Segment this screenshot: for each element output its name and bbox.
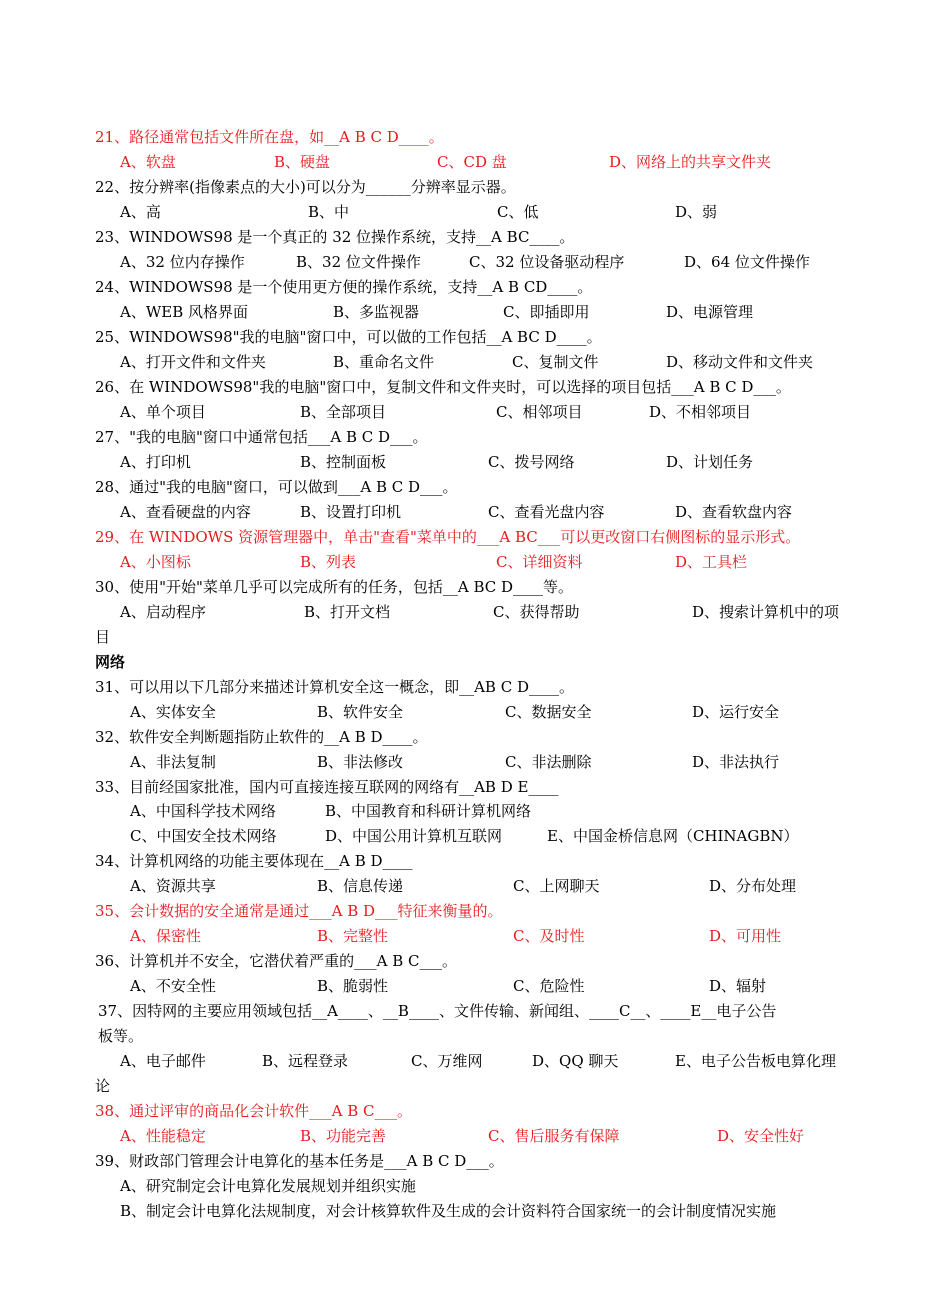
question-37-wrap: 板等。 (98, 1027, 144, 1045)
question-23: 23、WINDOWS98 是一个真正的 32 位操作系统，支持__A BC____。 (95, 228, 575, 246)
q31-option-c: C、数据安全 (505, 703, 592, 721)
q23-option-b: B、32 位文件操作 (296, 253, 421, 271)
q27-option-b: B、控制面板 (300, 453, 387, 471)
q30-option-c: C、获得帮助 (493, 603, 580, 621)
q26-option-d: D、不相邻项目 (649, 403, 752, 421)
q37-option-e-wrap: 论 (95, 1077, 111, 1095)
q30-option-a: A、启动程序 (120, 603, 206, 621)
q25-option-c: C、复制文件 (512, 353, 599, 371)
q26-option-c: C、相邻项目 (496, 403, 583, 421)
q38-option-d: D、安全性好 (717, 1127, 805, 1145)
question-38: 38、通过评审的商品化会计软件___A B C___。 (95, 1102, 412, 1120)
q36-option-a: A、不安全性 (130, 977, 216, 995)
question-37: 37、因特网的主要应用领域包括__A____、__B____、文件传输、新闻组、____C__、____E__电子公告 (98, 1002, 777, 1020)
q28-option-d: D、查看软盘内容 (675, 503, 793, 521)
q23-option-c: C、32 位设备驱动程序 (469, 253, 625, 271)
q23-option-d: D、64 位文件操作 (684, 253, 810, 271)
question-25: 25、WINDOWS98"我的电脑"窗口中，可以做的工作包括__A BC D____。 (95, 328, 602, 346)
question-28: 28、通过"我的电脑"窗口，可以做到___A B C D___。 (95, 478, 458, 496)
section-heading: 网络 (95, 653, 126, 671)
q33-option-b: B、中国教育和科研计算机网络 (325, 802, 532, 820)
q38-option-a: A、性能稳定 (120, 1127, 206, 1145)
q30-option-d-wrap: 目 (95, 628, 111, 646)
q31-option-d: D、运行安全 (692, 703, 780, 721)
question-27: 27、"我的电脑"窗口中通常包括___A B C D___。 (95, 428, 428, 446)
question-36: 36、计算机并不安全，它潜伏着严重的___A B C___。 (95, 952, 457, 970)
q32-option-a: A、非法复制 (130, 753, 216, 771)
q26-option-b: B、全部项目 (300, 403, 387, 421)
q29-option-a: A、小图标 (120, 553, 191, 571)
q33-option-e: E、中国金桥信息网（CHINAGBN） (547, 827, 799, 845)
q36-option-d: D、辐射 (709, 977, 767, 995)
q28-option-c: C、查看光盘内容 (488, 503, 605, 521)
q38-option-c: C、售后服务有保障 (488, 1127, 620, 1145)
q28-option-b: B、设置打印机 (300, 503, 402, 521)
q39-option-b: B、制定会计电算化法规制度，对会计核算软件及生成的会计资料符合国家统一的会计制度情况实施 (120, 1202, 777, 1220)
q34-option-a: A、资源共享 (130, 877, 216, 895)
question-31: 31、可以用以下几部分来描述计算机安全这一概念，即__AB C D____。 (95, 678, 574, 696)
question-32: 32、软件安全判断题指防止软件的__A B D____。 (95, 728, 428, 746)
q21-option-a: A、软盘 (120, 153, 176, 171)
question-33: 33、目前经国家批准，国内可直接连接互联网的网络有__AB D E____ (95, 778, 559, 796)
q25-option-a: A、打开文件和文件夹 (120, 353, 266, 371)
question-21: 21、路径通常包括文件所在盘，如__A B C D____。 (95, 128, 444, 146)
q21-option-d: D、网络上的共享文件夹 (609, 153, 772, 171)
q22-option-a: A、高 (120, 203, 161, 221)
q37-option-a: A、电子邮件 (120, 1052, 206, 1070)
question-26: 26、在 WINDOWS98"我的电脑"窗口中，复制文件和文件夹时，可以选择的项目包括___A B C D___。 (95, 378, 791, 396)
q31-option-a: A、实体安全 (130, 703, 216, 721)
q31-option-b: B、软件安全 (317, 703, 404, 721)
q32-option-b: B、非法修改 (317, 753, 404, 771)
q27-option-c: C、拨号网络 (488, 453, 575, 471)
q35-option-d: D、可用性 (709, 927, 782, 945)
q21-option-c: C、CD 盘 (437, 153, 507, 171)
question-22: 22、按分辨率(指像素点的大小)可以分为______分辨率显示器。 (95, 178, 516, 196)
q39-option-a: A、研究制定会计电算化发展规划并组织实施 (120, 1177, 416, 1195)
question-39: 39、财政部门管理会计电算化的基本任务是___A B C D___。 (95, 1152, 504, 1170)
q29-option-c: C、详细资料 (496, 553, 583, 571)
q30-option-d: D、搜索计算机中的项 (692, 603, 840, 621)
q34-option-d: D、分布处理 (709, 877, 797, 895)
q21-option-b: B、硬盘 (274, 153, 331, 171)
q37-option-e: E、电子公告板电算化理 (675, 1052, 836, 1070)
q36-option-c: C、危险性 (513, 977, 585, 995)
q24-option-c: C、即插即用 (503, 303, 590, 321)
q22-option-b: B、中 (308, 203, 350, 221)
q26-option-a: A、单个项目 (120, 403, 206, 421)
q28-option-a: A、查看硬盘的内容 (120, 503, 251, 521)
q29-option-d: D、工具栏 (675, 553, 748, 571)
q24-option-b: B、多监视器 (333, 303, 420, 321)
q37-option-d: D、QQ 聊天 (532, 1052, 619, 1070)
q35-option-c: C、及时性 (513, 927, 585, 945)
q32-option-c: C、非法删除 (505, 753, 592, 771)
q33-option-a: A、中国科学技术网络 (130, 802, 276, 820)
q33-option-d: D、中国公用计算机互联网 (325, 827, 503, 845)
q35-option-b: B、完整性 (317, 927, 389, 945)
q22-option-d: D、弱 (675, 203, 718, 221)
question-30: 30、使用"开始"菜单几乎可以完成所有的任务，包括__A BC D____等。 (95, 578, 574, 596)
q24-option-a: A、WEB 风格界面 (120, 303, 248, 321)
q33-option-c: C、中国安全技术网络 (130, 827, 277, 845)
q24-option-d: D、电源管理 (666, 303, 754, 321)
q35-option-a: A、保密性 (130, 927, 201, 945)
question-35: 35、会计数据的安全通常是通过___A B D___特征来衡量的。 (95, 902, 503, 920)
q38-option-b: B、功能完善 (300, 1127, 387, 1145)
q36-option-b: B、脆弱性 (317, 977, 389, 995)
q29-option-b: B、列表 (300, 553, 357, 571)
q32-option-d: D、非法执行 (692, 753, 780, 771)
q37-option-b: B、远程登录 (262, 1052, 349, 1070)
question-29: 29、在 WINDOWS 资源管理器中，单击"查看"菜单中的___A BC___可以更改窗口右侧图标的显示形式。 (95, 528, 801, 546)
q37-option-c: C、万维网 (411, 1052, 483, 1070)
q30-option-b: B、打开文档 (304, 603, 391, 621)
question-24: 24、WINDOWS98 是一个使用更方便的操作系统，支持__A B CD____。 (95, 278, 593, 296)
q34-option-b: B、信息传递 (317, 877, 404, 895)
q34-option-c: C、上网聊天 (513, 877, 600, 895)
q27-option-a: A、打印机 (120, 453, 191, 471)
q25-option-b: B、重命名文件 (333, 353, 435, 371)
q23-option-a: A、32 位内存操作 (120, 253, 245, 271)
q22-option-c: C、低 (497, 203, 539, 221)
q27-option-d: D、计划任务 (666, 453, 754, 471)
q25-option-d: D、移动文件和文件夹 (666, 353, 814, 371)
question-34: 34、计算机网络的功能主要体现在__A B D____ (95, 852, 413, 870)
